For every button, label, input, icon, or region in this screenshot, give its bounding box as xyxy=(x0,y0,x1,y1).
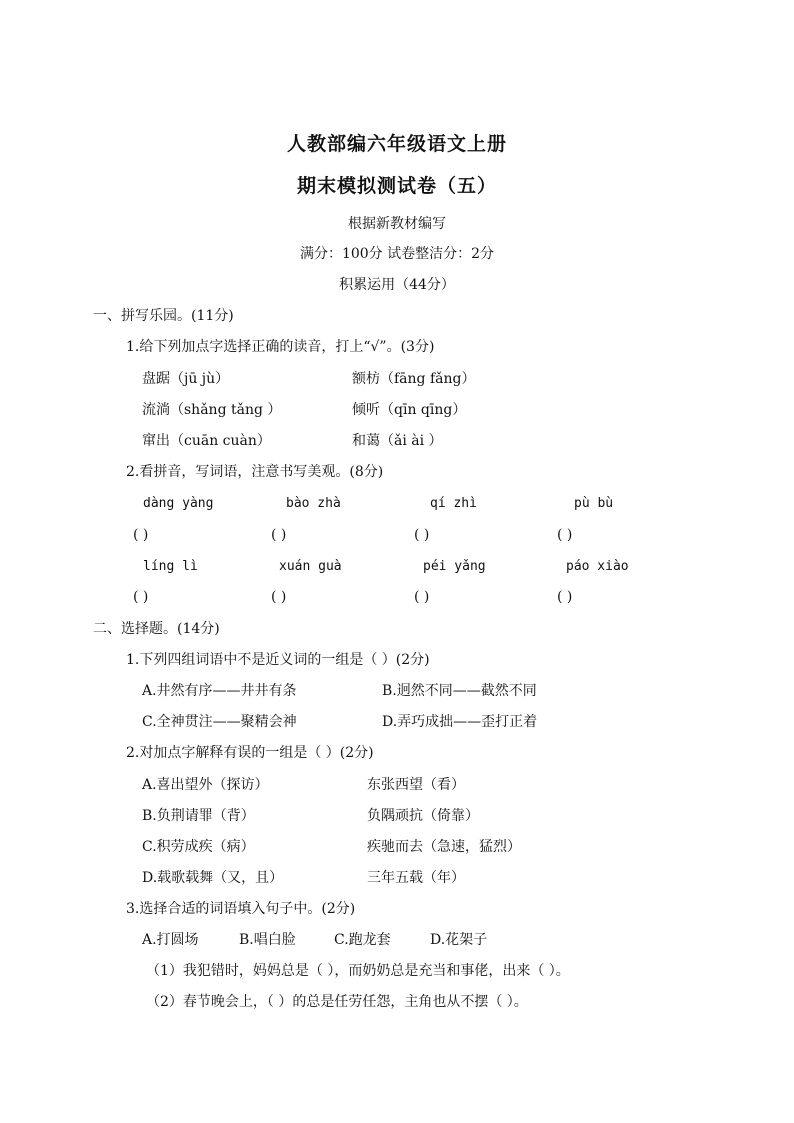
q2-3-sentence-2: （2）春节晚会上，（ ）的总是任劳任怨，主角也从不摆（ ）。 xyxy=(146,994,528,1010)
q2-1-option-d: D.弄巧成拙——歪打正着 xyxy=(382,714,538,730)
q2-2-option-a-pair: 东张西望（看） xyxy=(367,777,465,793)
pinyin-7: péi yǎng xyxy=(423,559,486,574)
q2-3-sentence-1: （1）我犯错时，妈妈总是（ ），而奶奶总是充当和事佬，出来（ ）。 xyxy=(146,963,570,979)
part2-q1-text: 1.下列四组词语中不是近义词的一组是（ ）(2分) xyxy=(126,652,430,668)
title-line-1: 人教部编六年级语文上册 xyxy=(286,133,507,155)
q1-item-4: 倾听（qīn qīng） xyxy=(352,402,467,418)
q1-item-3: 流淌（shǎng tǎng ） xyxy=(142,402,282,418)
title-line-2: 期末模拟测试卷（五） xyxy=(296,175,497,197)
pinyin-3: qí zhì xyxy=(430,496,477,511)
q2-3-option-a: A.打圆场 xyxy=(142,932,199,948)
answer-blank-4[interactable]: ( ) xyxy=(557,527,573,543)
q2-1-option-b: B.迥然不同——截然不同 xyxy=(382,683,537,699)
pinyin-5: líng lì xyxy=(143,559,198,574)
q1-item-6: 和蔼（ǎi ài ） xyxy=(352,433,443,449)
answer-blank-8[interactable]: ( ) xyxy=(557,589,573,605)
q2-2-option-b: B.负荆请罪（背） xyxy=(142,808,255,824)
pinyin-4: pù bù xyxy=(574,496,614,511)
part2-q3-text: 3.选择合适的词语填入句子中。(2分) xyxy=(126,901,356,917)
q2-2-option-b-pair: 负隅顽抗（倚靠） xyxy=(367,808,479,824)
q2-3-option-d: D.花架子 xyxy=(430,932,488,948)
q1-item-5: 窜出（cuān cuàn） xyxy=(142,433,271,449)
subtitle: 根据新教材编写 xyxy=(348,216,446,232)
q1-item-2: 额枋（fāng fǎng） xyxy=(352,371,476,387)
answer-blank-1[interactable]: ( ) xyxy=(133,527,149,543)
q2-3-option-c: C.跑龙套 xyxy=(334,932,391,948)
q2-2-option-d: D.载歌载舞（又，且） xyxy=(142,870,284,886)
part1-q1-text: 1.给下列加点字选择正确的读音，打上“√”。(3分) xyxy=(126,339,435,355)
pinyin-1: dàng yàng xyxy=(143,496,214,511)
q2-2-option-d-pair: 三年五载（年） xyxy=(367,870,465,886)
q1-item-1: 盘踞（jū jù） xyxy=(142,371,230,387)
pinyin-2: bào zhà xyxy=(286,496,341,511)
q2-1-option-a: A.井然有序——井井有条 xyxy=(142,683,297,699)
answer-blank-5[interactable]: ( ) xyxy=(133,589,149,605)
part1-heading: 一、拼写乐园。(11分) xyxy=(93,308,234,324)
pinyin-8: páo xiào xyxy=(566,559,629,574)
q2-3-option-b: B.唱白脸 xyxy=(239,932,296,948)
score-info: 满分：100分 试卷整洁分：2分 xyxy=(299,246,495,262)
part1-q2-text: 2.看拼音，写词语，注意书写美观。(8分) xyxy=(126,464,384,480)
answer-blank-2[interactable]: ( ) xyxy=(271,527,287,543)
q2-1-option-c: C.全神贯注——聚精会神 xyxy=(142,714,297,730)
q2-2-option-c: C.积劳成疾（病） xyxy=(142,839,255,855)
section-title: 积累运用（44分） xyxy=(339,277,455,293)
answer-blank-7[interactable]: ( ) xyxy=(414,589,430,605)
answer-blank-3[interactable]: ( ) xyxy=(414,527,430,543)
part2-heading: 二、选择题。(14分) xyxy=(93,621,220,637)
pinyin-6: xuán guà xyxy=(279,559,342,574)
q2-2-option-a: A.喜出望外（探访） xyxy=(142,777,269,793)
answer-blank-6[interactable]: ( ) xyxy=(271,589,287,605)
q2-2-option-c-pair: 疾驰而去（急速，猛烈） xyxy=(367,839,521,855)
part2-q2-text: 2.对加点字解释有误的一组是（ ）(2分) xyxy=(126,745,374,761)
